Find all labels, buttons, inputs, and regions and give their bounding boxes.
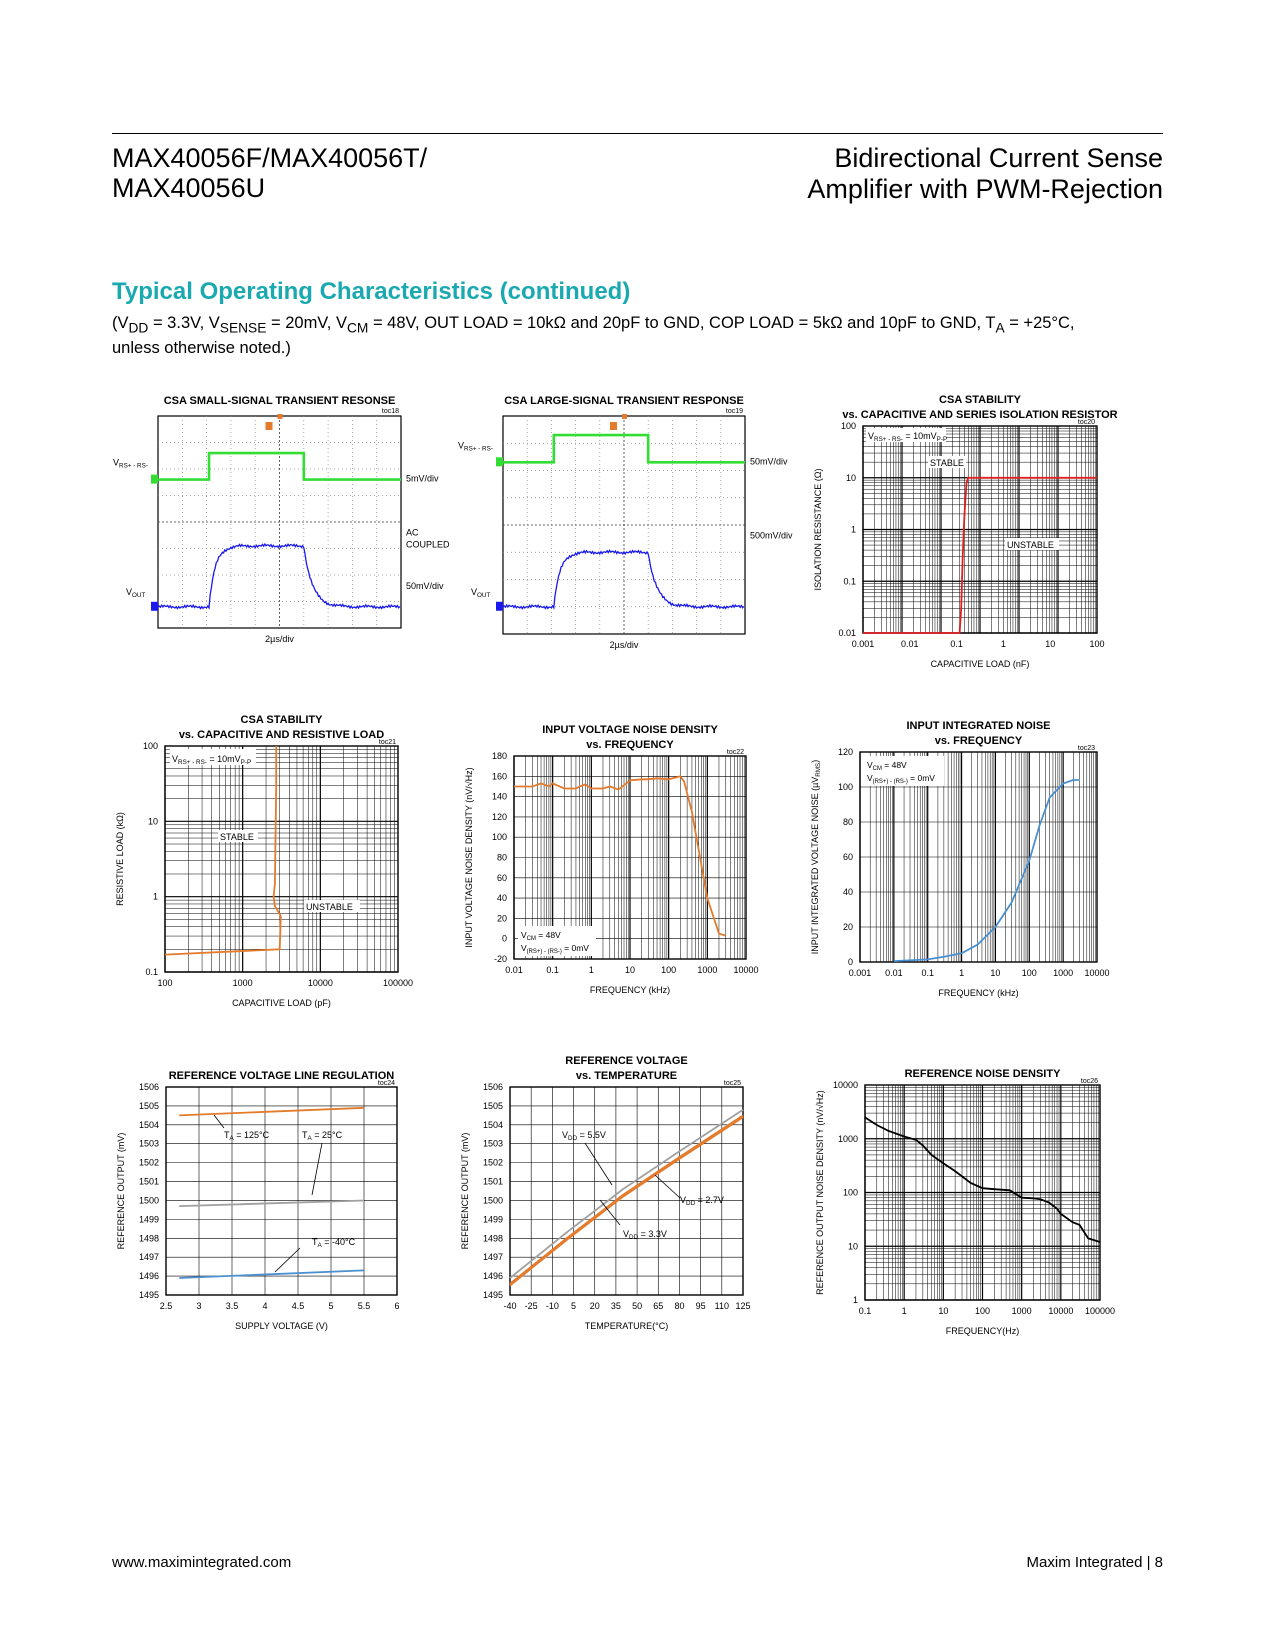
y-axis-label: INPUT VOLTAGE NOISE DENSITY (nV/√Hz) [464,767,474,948]
x-tick-label: 5 [571,1301,577,1311]
toc-label: toc20 [1077,419,1095,426]
annotation-stable: STABLE [930,458,964,468]
y-tick-label: 100 [837,782,853,792]
coupling-label-1: AC [406,527,419,538]
input-scale: 5mV/div [406,473,439,484]
x-tick-label: 3 [196,1301,202,1311]
y-axis-label: INPUT INTEGRATED VOLTAGE NOISE (µV$_{RMS}$) [810,759,822,955]
y-tick-label: 140 [491,791,507,802]
annotation-stable: STABLE [220,832,254,842]
x-axis-label: TEMPERATURE(°C) [584,1321,669,1331]
y-tick-label: 40 [496,893,507,904]
toc-label: toc19 [725,408,743,415]
x-tick-label: 80 [674,1301,685,1311]
x-tick-label: 100000 [1084,1306,1116,1316]
x-tick-label: 0.001 [848,968,872,978]
chart-toc24 [116,1070,400,1331]
x-tick-label: 0.1 [546,965,559,975]
y-tick-label: 80 [496,852,507,863]
ch4-marker [496,457,503,466]
toc-label: toc26 [1080,1078,1098,1085]
x-tick-label: 50 [632,1301,643,1311]
x-tick-label: 35 [610,1301,621,1311]
legend-line-2: $V_{(RS+) - (RS-)} = 0mV$ [867,773,935,785]
y-tick-label: 1499 [482,1214,503,1225]
output-scale: 500mV/div [750,530,793,541]
legend-text: $V_{RS+ - RS-} = 10mV_{P-P}$ [868,431,948,443]
x-tick-label: 100 [661,965,677,975]
y-tick-label: 1496 [138,1271,159,1282]
time-marker [278,414,283,419]
toc-label: toc21 [378,739,396,746]
output-label: $V_{OUT}$ [471,586,491,599]
annotation-unstable: UNSTABLE [1007,540,1054,550]
y-tick-label: 1 [852,1295,858,1305]
x-tick-label: 0.1 [921,968,934,978]
chart-toc22 [464,724,759,995]
chart-title: INPUT VOLTAGE NOISE DENSITY [542,724,718,736]
time-marker [622,414,627,419]
chart-subtitle: vs. CAPACITIVE AND RESISTIVE LOAD [178,729,385,741]
chart-title: CSA LARGE-SIGNAL TRANSIENT RESPONSE [504,395,744,407]
y-tick-label: -20 [493,954,507,964]
y-tick-label: 1495 [138,1290,159,1300]
x-axis-label: 2µs/div [265,634,294,644]
chart-title: CSA STABILITY [939,394,1021,406]
y-tick-label: 1503 [138,1138,159,1149]
y-tick-label: 120 [491,811,507,822]
x-tick-label: 0.1 [858,1306,872,1316]
x-tick-label: 1 [901,1306,907,1316]
part-line-1: MAX40056F/MAX40056T/ [112,143,428,173]
y-tick-label: 20 [842,922,853,932]
footer-company: Maxim Integrated | 8 [1026,1554,1163,1571]
input-label: $V_{RS+ - RS-}$ [113,457,148,470]
trigger-marker [610,422,617,430]
x-tick-label: 20 [589,1301,600,1311]
x-tick-label: 95 [695,1301,706,1311]
chart-toc19 [458,395,793,650]
ch4-marker [151,475,158,484]
y-tick-label: 20 [496,913,507,924]
y-tick-label: 1502 [138,1157,159,1168]
ch1-marker [151,602,158,611]
y-tick-label: 40 [842,887,853,897]
y-tick-label: 1500 [482,1195,503,1206]
legend-line-1: $V_{CM} = 48V$ [867,760,907,772]
part-line-2: MAX40056U [112,173,266,203]
y-tick-label: 1000 [837,1133,858,1144]
input-label: $V_{RS+ - RS-}$ [458,440,493,453]
y-tick-label: 160 [491,771,507,782]
x-tick-label: 0.001 [851,639,875,649]
y-tick-label: 1498 [482,1233,503,1244]
x-tick-label: 10 [624,965,636,975]
y-tick-label: 100 [142,741,158,751]
x-tick-label: 10 [990,968,1001,978]
x-tick-label: 5.5 [357,1301,371,1311]
y-tick-label: 1495 [482,1290,503,1300]
chart-subtitle: vs. TEMPERATURE [575,1070,678,1082]
y-tick-label: 1505 [482,1100,503,1111]
x-tick-label: 10000 [1084,968,1110,978]
x-tick-label: 10 [1045,639,1056,649]
x-tick-label: 100000 [382,978,414,988]
y-tick-label: 0.1 [145,967,158,977]
x-tick-label: 100 [1021,968,1037,978]
x-tick-label: 1 [588,965,594,975]
toc-label: toc23 [1077,745,1095,752]
y-axis-label: ISOLATION RESISTANCE (Ω) [813,468,823,591]
y-tick-label: 0.01 [838,628,856,638]
y-tick-label: 10 [845,472,856,483]
x-axis-label: CAPACITIVE LOAD (pF) [232,998,331,1008]
y-tick-label: 1501 [138,1176,159,1187]
chart-toc21 [115,714,413,1008]
x-tick-label: -40 [503,1301,517,1311]
y-tick-label: 1499 [138,1214,159,1225]
y-axis-label: REFERENCE OUTPUT (mV) [116,1132,126,1250]
x-axis-label: SUPPLY VOLTAGE (V) [235,1321,328,1331]
toc-label: toc22 [726,749,744,756]
x-tick-label: 10 [938,1306,949,1316]
x-axis-label: FREQUENCY(Hz) [945,1326,1020,1336]
x-tick-label: 100 [974,1306,991,1316]
x-tick-label: 10000 [1048,1306,1074,1316]
plot-frame [166,1087,397,1295]
x-axis-label: 2µs/div [609,640,639,650]
x-tick-label: 110 [714,1301,729,1311]
chart-title: CSA STABILITY [240,714,323,726]
chart-toc18 [113,395,450,644]
y-tick-label: 100 [840,421,856,431]
x-axis-label: CAPACITIVE LOAD (nF) [930,659,1030,669]
annotation-3v3: $V_{DD} = 3.3V$ [623,1229,667,1241]
legend-line-1: $V_{CM} = 48V$ [521,930,561,942]
x-tick-label: 10000 [307,978,333,988]
x-tick-label: 100 [157,978,173,988]
footer-url[interactable]: www.maximintegrated.com [112,1554,292,1571]
annotation-minus40c: $T_A = -40^\circ C$ [312,1237,356,1249]
y-tick-label: 100 [491,832,507,843]
chart-title: CSA SMALL-SIGNAL TRANSIENT RESONSE [163,395,396,407]
x-tick-label: 65 [653,1301,664,1311]
chart-subtitle: vs. FREQUENCY [586,739,674,751]
x-tick-label: 1 [959,968,965,978]
toc-label: toc25 [723,1080,741,1087]
x-tick-label: 1000 [1053,968,1074,978]
toc-label: toc24 [377,1080,395,1087]
y-axis-label: REFERENCE OUTPUT NOISE DENSITY (nV/√Hz) [815,1090,825,1295]
chart-subtitle: vs. FREQUENCY [934,735,1023,747]
y-tick-label: 1503 [482,1138,503,1149]
output-label: $V_{OUT}$ [126,586,146,599]
x-tick-label: 0.01 [885,968,903,978]
y-tick-label: 10000 [832,1080,858,1090]
input-scale: 50mV/div [750,456,788,467]
y-tick-label: 180 [491,751,507,761]
y-tick-label: 1496 [482,1271,503,1282]
y-axis-label: REFERENCE OUTPUT (mV) [460,1132,470,1250]
y-tick-label: 1497 [482,1252,503,1263]
x-tick-label: 1000 [1011,1306,1032,1316]
y-tick-label: 60 [496,872,507,883]
plot-frame [165,746,398,972]
chart-toc23 [810,720,1110,998]
section-title: Typical Operating Characteristics (continued) [112,278,631,305]
x-tick-label: -25 [524,1301,538,1311]
y-tick-label: 0 [847,957,853,967]
x-tick-label: 0.1 [950,639,963,649]
chart-toc26 [815,1068,1115,1336]
coupling-label-2: COUPLED [406,539,450,550]
x-tick-label: 2.5 [159,1301,173,1311]
y-tick-label: 1501 [482,1176,503,1187]
y-tick-label: 1504 [138,1119,159,1130]
chart-title: REFERENCE VOLTAGE [565,1055,688,1067]
y-tick-label: 1505 [138,1100,159,1111]
x-axis-label: FREQUENCY (kHz) [938,988,1019,998]
y-tick-label: 60 [842,852,853,862]
y-tick-label: 1 [850,524,856,535]
annotation-25c: $T_A = 25^\circ C$ [302,1130,343,1142]
x-tick-label: 0.01 [505,965,523,975]
x-tick-label: -10 [545,1301,559,1311]
legend-text: $V_{RS+ - RS-} = 10mV_{P-P}$ [172,754,252,766]
y-tick-label: 1498 [138,1233,159,1244]
title-line-1: Bidirectional Current Sense [834,143,1163,173]
conditions-text: ($V_{DD} = 3.3V$, $V_{SENSE} = 20mV$, $V_{CM} = 48V$, OUT LOAD = 10kΩ and 20pF to GND, COP LOAD = 5kΩ and 10pF to GND, $T_A = +25^\circ C$, unless otherwise noted.) [112,314,1075,358]
y-axis-label: RESISTIVE LOAD (kΩ) [115,812,125,906]
x-tick-label: 4 [262,1301,268,1311]
chart-subtitle: vs. CAPACITIVE AND SERIES ISOLATION RESISTOR [842,409,1118,421]
y-tick-label: 100 [842,1187,858,1198]
x-tick-label: 3.5 [225,1301,239,1311]
y-tick-label: 120 [837,747,853,757]
y-tick-label: 1502 [482,1157,503,1168]
x-tick-label: 1 [1000,639,1006,649]
trigger-marker [266,422,273,430]
y-tick-label: 1504 [482,1119,503,1130]
toc-label: toc18 [381,408,399,415]
chart-title: REFERENCE VOLTAGE LINE REGULATION [168,1070,395,1082]
output-scale: 50mV/div [406,580,444,591]
y-tick-label: 1500 [138,1195,159,1206]
x-tick-label: 125 [735,1301,751,1311]
x-tick-label: 10000 [733,965,759,975]
y-tick-label: 1506 [138,1082,159,1092]
annotation-5v5: $V_{DD} = 5.5V$ [562,1130,606,1142]
x-tick-label: 0.01 [901,639,919,649]
ch1-marker [496,602,503,611]
chart-toc20 [813,394,1118,669]
x-axis-label: FREQUENCY (kHz) [589,985,671,995]
annotation-unstable: UNSTABLE [306,902,353,912]
y-tick-label: 10 [847,1241,858,1252]
x-tick-label: 6 [394,1301,400,1311]
x-tick-label: 100 [1089,639,1105,649]
chart-toc25 [460,1055,751,1331]
y-tick-label: 1 [152,891,158,902]
y-tick-label: 0 [501,933,507,944]
y-tick-label: 10 [147,816,158,827]
plot-frame [510,1087,743,1295]
y-tick-label: 1497 [138,1252,159,1263]
x-tick-label: 4.5 [291,1301,305,1311]
chart-title: INPUT INTEGRATED NOISE [906,720,1051,732]
title-line-2: Amplifier with PWM-Rejection [807,174,1163,204]
chart-title: REFERENCE NOISE DENSITY [904,1068,1061,1080]
x-tick-label: 1000 [232,978,253,988]
y-tick-label: 1506 [482,1082,503,1092]
annotation-2v7: $V_{DD} = 2.7V$ [680,1195,724,1207]
y-tick-label: 80 [842,817,853,827]
x-tick-label: 1000 [697,965,718,975]
y-tick-label: 0.1 [843,576,856,587]
x-tick-label: 5 [328,1301,334,1311]
legend-line-2: $V_{(RS+) - (RS-)} = 0mV$ [521,943,589,955]
annotation-125c: $T_A = 125^\circ C$ [224,1130,270,1142]
